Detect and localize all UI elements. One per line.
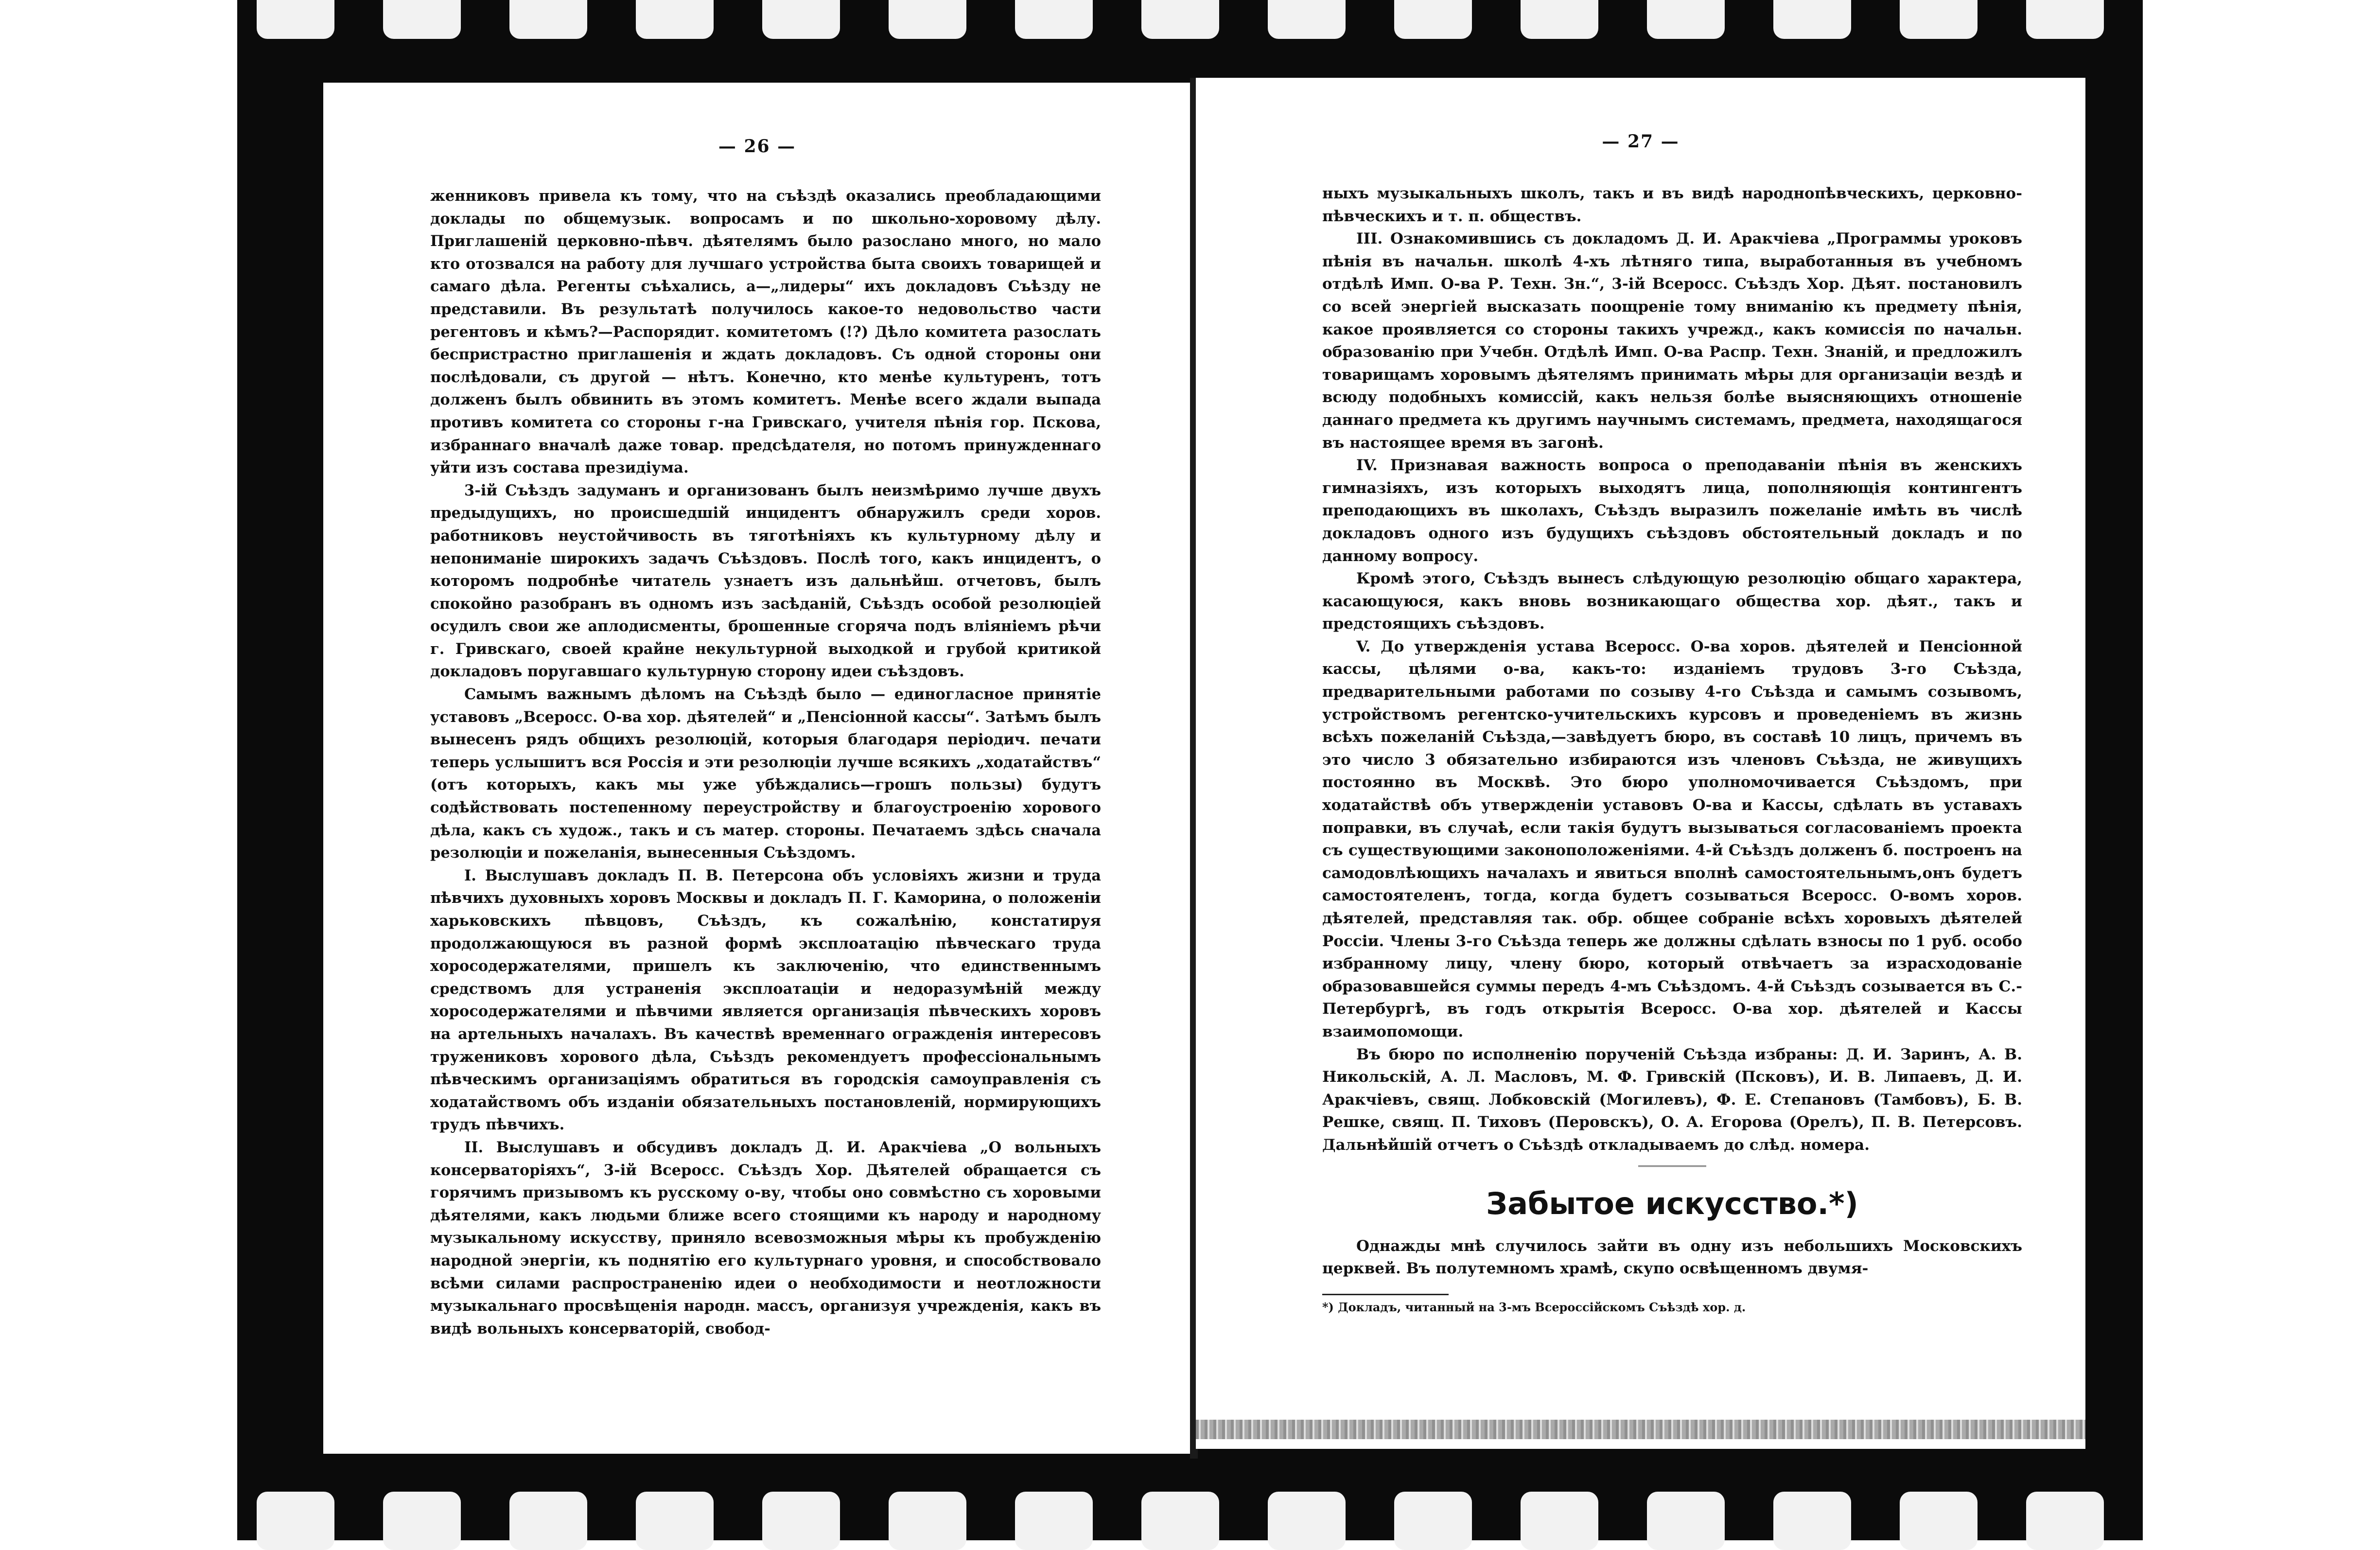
paragraph: II. Выслушавъ и обсудивъ докладъ Д. И. Аракчіева „О вольныхъ консерваторіяхъ“, 3-ій Всеросс. Съѣздъ Хор. Дѣятелей обращается съ горячимъ призывомъ къ русскому о-ву, чтобы оно совмѣстно съ хоровыми дѣятелями, какъ людьми ближе всего стоящими къ народу и народному музыкальному искусству, приняло всевозможныя мѣры къ пробужденію народной энергіи, къ поднятію его культурнаго уровня, и способствовало всѣми силами распространенію идеи о необходимости и неотложности музыкальнаго просвѣщенія народн. массъ, организуя учрежденія, какъ въ видѣ вольныхъ консерваторій, свобод- [430,1138,1101,1338]
article-heading: Забытое искусство.*) [1486,1185,1858,1221]
page-27 [1196,78,2085,1449]
page-body [430,185,1101,1340]
sprocket-hole [1394,1492,1472,1550]
binding-edge [1196,1420,2085,1439]
sprocket-hole [1268,0,1346,39]
sprocket-hole [1015,1492,1093,1550]
paragraph: женниковъ привела къ тому, что на съѣздѣ оказались преобладающими доклады по общемузык. вопросамъ и по школьно-хоровому дѣлу. Приглашеній церковно-пѣвч. дѣятелямъ было разослано много, но мало кто отозвался на работу для лучшаго устройства быта своихъ товарищей и самаго дѣла. Регенты съѣхались, а—„лидеры“ ихъ докладовъ Съѣзду не представили. Въ результатѣ получилось какое-то недовольство части регентовъ и кѣмъ?—Распорядит. комитетомъ (!?) Дѣло комитета разослать беспристрастно приглашенія и ждать докладовъ. Съ одной стороны они послѣдовали, съ другой — нѣтъ. Конечно, кто менѣе культуренъ, тотъ долженъ былъ обвинить въ этомъ комитетъ. Менѣе всего ждали выпада противъ комитета со стороны г-на Гривскаго, учителя пѣнія гор. Пскова, избраннаго вначалѣ даже товар. предсѣдателя, но потомъ принужденнаго уйти изъ состава президіума. [430,187,1101,477]
sprocket-hole [1268,1492,1346,1550]
sprocket-hole [1394,0,1472,39]
page-26 [323,83,1191,1454]
paragraph: Въ бюро по исполненію порученій Съѣзда избраны: Д. И. Заринъ, А. В. Никольскій, А. Л. Масловъ, М. Ф. Гривскій (Псковъ), И. В. Липаевъ, Д. И. Аракчіевъ, свящ. Лобковскій (Могилевъ), Ф. Е. Степановъ (Тамбовъ), Б. В. Решке, свящ. П. Тиховъ (Перовскъ), О. А. Егорова (Орелъ), П. В. Петерсовъ. Дальнѣйшій отчетъ о Съѣздѣ откладываемъ до слѣд. номера. [1322,1045,2022,1154]
sprocket-hole [1773,0,1851,39]
paragraph: Самымъ важнымъ дѣломъ на Съѣздѣ было — единогласное принятіе уставовъ „Всеросс. О-ва хор. дѣятелей“ и „Пенсіонной кассы“. Затѣмъ былъ вынесенъ рядъ общихъ резолюцій, которыя благодаря періодич. печати теперь услышитъ вся Россія и эти резолюціи лучше всякихъ „ходатайствъ“ (отъ которыхъ, какъ мы уже убѣждались—грошъ пользы) будутъ содѣйствовать постепенному переустройству и благоустроенію хорового дѣла, какъ съ худож., такъ и съ матер. стороны. Печатаемъ здѣсь сначала резолюціи и пожеланія, вынесенныя Съѣздомъ. [430,686,1101,862]
paragraph: I. Выслушавъ докладъ П. В. Петерсона объ условіяхъ жизни и труда пѣвчихъ духовныхъ хоровъ Москвы и докладъ П. Г. Каморина, о положеніи харьковскихъ пѣвцовъ, Съѣздъ, къ сожалѣнію, констатируя продолжающуюся въ разной формѣ эксплоатацію пѣвческаго труда хоросодержателями, пришелъ къ заключенію, что единственнымъ средствомъ для устраненія эксплоатаціи и недоразумѣній между хоросодержателями и пѣвчими является организація пѣвческихъ хоровъ на артельныхъ началахъ. Въ качествѣ временнаго огражденія интересовъ тружениковъ хорового дѣла, Съѣздъ рекомендуетъ профессіональнымъ пѣвческимъ организаціямъ обратиться въ городскія самоуправленія съ ходатайствомъ объ изданіи обязательныхъ постановленій, нормирующихъ трудъ пѣвчихъ. [430,866,1101,1134]
sprocket-holes-bottom [237,1463,2143,1536]
sprocket-hole [636,0,714,39]
sprocket-hole [636,1492,714,1550]
paragraph: III. Ознакомившись съ докладомъ Д. И. Аракчіева „Программы уроковъ пѣнія въ начальн. школѣ 4-хъ лѣтняго типа, выработанныя въ учебномъ отдѣлѣ Имп. О-ва Р. Техн. Зн.“, 3-ій Всеросс. Съѣздъ Хор. Дѣят. постановилъ со всей энергіей высказать поощреніе тому вниманію къ предмету пѣнія, какое проявляется со стороны такихъ учрежд., какъ комиссія по начальн. образованію при Учебн. Отдѣлѣ Имп. О-ва Распр. Техн. Знаній, и предложилъ товарищамъ хоровымъ дѣятелямъ принимать мѣры для организаціи вездѣ и всюду подобныхъ комиссій, какъ нельзя болѣе выясняющихъ отношеніе даннаго предмета къ другимъ научнымъ системамъ, предмета, находящагося въ настоящее время въ загонѣ. [1322,230,2022,452]
paragraph: 3-ій Съѣздъ задуманъ и организованъ былъ неизмѣримо лучше двухъ предыдущихъ, но происшедшій инцидентъ обнаружилъ среди хоров. работниковъ неустойчивость въ тяготѣніяхъ къ культурному дѣлу и непониманіе широкихъ задачъ Съѣздовъ. Послѣ того, какъ инцидентъ, о которомъ подробнѣе читатель узнаетъ изъ дальнѣйш. отчетовъ, былъ спокойно разобранъ въ одномъ изъ засѣданій, Съѣздъ особой резолюціей осудилъ свои же аплодисменты, брошенные сгоряча подъ вліяніемъ рѣчи г. Гривскаго, своей крайне некультурной выходкой и грубой критикой докладовъ поругавшаго культурную сторону идеи съѣздовъ. [430,481,1101,681]
paragraph: IV. Признавая важность вопроса о преподаваніи пѣнія въ женскихъ гимназіяхъ, изъ которыхъ выходятъ лица, пополняющія контингентъ преподающихъ въ школахъ, Съѣздъ выразилъ пожеланіе имѣть въ числѣ докладовъ одного изъ будущихъ съѣздовъ обстоятельный докладъ и по данному вопросу. [1322,457,2022,565]
sprocket-hole [1647,1492,1725,1550]
paragraph: V. До утвержденія устава Всеросс. О-ва хоров. дѣятелей и Пенсіонной кассы, цѣлями о-ва, какъ-то: изданіемъ трудовъ 3-го Съѣзда, предварительными работами по созыву 4-го Съѣзда и самымъ созывомъ, устройствомъ регентско-учительскихъ курсовъ и проведеніемъ въ жизнь всѣхъ пожеланій Съѣзда,—завѣдуетъ бюро, въ составѣ 10 лицъ, причемъ въ это число 3 обязательно избираются изъ членовъ Съѣзда, не живущихъ постоянно въ Москвѣ. Это бюро уполномочивается Съѣздомъ, при ходатайствѣ объ утвержденіи уставовъ О-ва и Кассы, сдѣлать въ уставахъ поправки, въ случаѣ, если такія будутъ вызываться согласованіемъ проекта съ существующими законоположеніями. 4-й Съѣздъ долженъ б. построенъ на самодовлѣющихъ началахъ и явиться вполнѣ самостоятельнымъ,онъ будетъ самостоятеленъ, тогда, когда будетъ созываться Всеросс. О-вомъ хоров. дѣятелей, представляя так. обр. общее собраніе всѣхъ хоровыхъ дѣятелей Россіи. Члены 3-го Съѣзда теперь же должны сдѣлать взносы по 1 руб. особо избранному лицу, члену бюро, который отвѣчаетъ за израсходованіе образовавшейся суммы передъ 4-мъ Съѣздомъ. 4-й Съѣздъ созывается въ С.-Петербургѣ, въ годъ открытія Всеросс. О-ва хор. дѣятелей и Кассы взаимопомощи. [1322,637,2022,1040]
page-body [1322,182,2022,1316]
sprocket-hole [1015,0,1093,39]
sprocket-hole [889,1492,966,1550]
footnote: *) Докладъ, читанный на 3-мъ Всероссійскомъ Съѣздѣ хор. д. [1322,1300,1746,1314]
footnote-rule [1322,1294,1449,1295]
sprocket-hole [889,0,966,39]
paragraph: Однажды мнѣ случилось зайти въ одну изъ небольшихъ Московскихъ церквей. Въ полутемномъ храмѣ, скупо освѣщенномъ двумя- [1322,1237,2022,1278]
ornament-divider [1638,1165,1706,1172]
paragraph: Кромѣ этого, Съѣздъ вынесъ слѣдующую резолюцію общаго характера, касающуюся, какъ вновь возникающаго общества хор. дѣят., такъ и предстоящихъ съѣздовъ. [1322,570,2022,633]
page-number: — 27 — [1602,131,1680,152]
sprocket-hole [1900,0,1978,39]
sprocket-hole [2026,1492,2104,1550]
page-number: — 26 — [718,136,796,157]
sprocket-hole [1521,0,1598,39]
paragraph: ныхъ музыкальныхъ школъ, такъ и въ видѣ народнопѣвческихъ, церковно-пѣвческихъ и т. п. обществъ. [1322,185,2022,225]
sprocket-hole [383,0,461,39]
sprocket-hole [762,1492,840,1550]
sprocket-hole [2026,0,2104,39]
sprocket-hole [1773,1492,1851,1550]
sprocket-hole [1647,0,1725,39]
sprocket-hole [1141,1492,1219,1550]
sprocket-hole [1900,1492,1978,1550]
sprocket-hole [257,0,334,39]
sprocket-hole [383,1492,461,1550]
sprocket-hole [762,0,840,39]
sprocket-hole [509,1492,587,1550]
sprocket-hole [1141,0,1219,39]
sprocket-hole [257,1492,334,1550]
sprocket-holes-top [237,0,2143,73]
sprocket-hole [509,0,587,39]
sprocket-hole [1521,1492,1598,1550]
